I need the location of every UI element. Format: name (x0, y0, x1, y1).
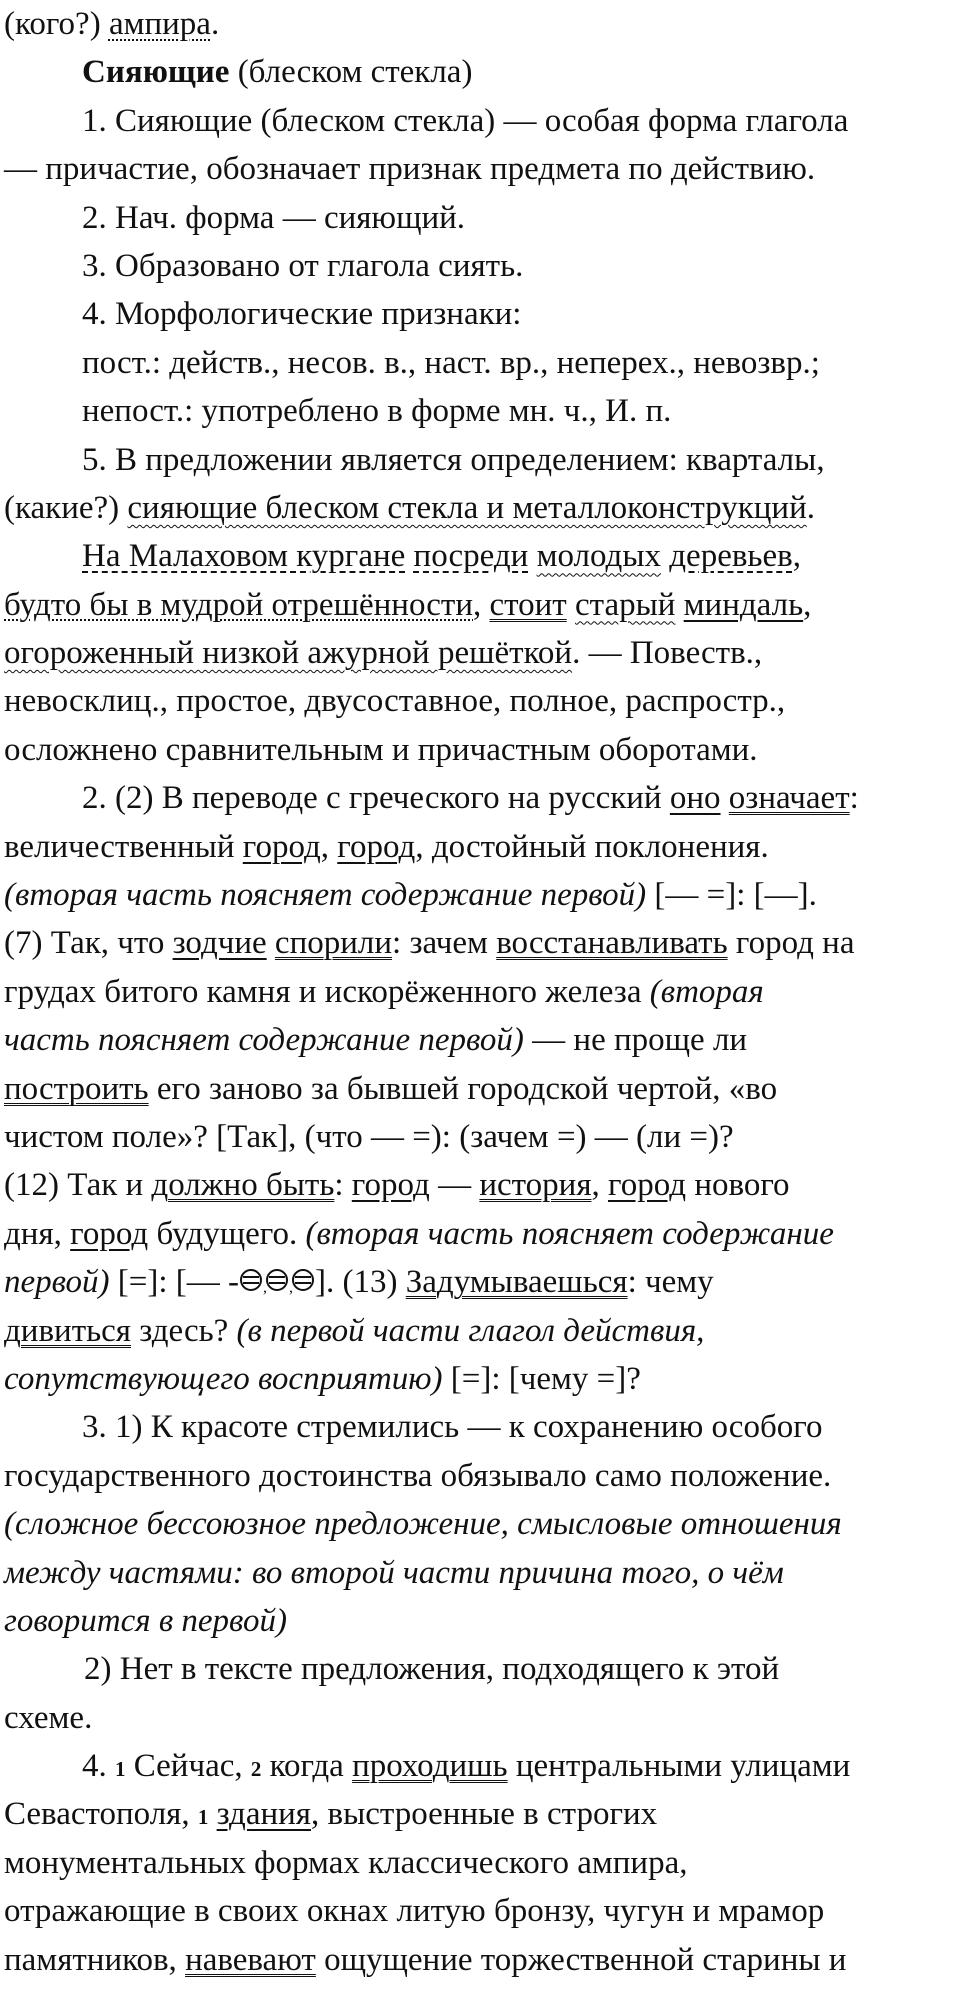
task4-line: отражающие в своих окнах литую бронзу, чугун и мрамор (4, 1893, 825, 1930)
task2-line: 2. (2) В переводе с греческого на русский оно означает: (82, 780, 859, 817)
adverbial: На Малаховом кургане (82, 538, 406, 575)
attribute: старый (574, 586, 676, 623)
text: . (806, 489, 815, 526)
attribute-phrase: сияющие блеском стекла и металлоконструкций (127, 489, 807, 526)
object: деревьев (669, 538, 793, 575)
task3-note: между частями: во второй части причина того, о чём (4, 1554, 784, 1591)
subject: город (351, 1167, 430, 1204)
clause-number: 2 (250, 1757, 262, 1782)
task3-note: говорится в первой) (4, 1602, 287, 1639)
subject: город (337, 828, 416, 865)
scheme-symbols-icon (239, 1261, 315, 1309)
task3-line: 2) Нет в тексте предложения, подходящего к этой (84, 1651, 780, 1688)
task2-line (4, 1355, 948, 1403)
task2-line: построить его заново за бывшей городской чертой, «во (4, 1070, 778, 1107)
analysis-line: 3. Образовано от глагола сиять. (82, 247, 524, 284)
task2-line: (12) Так и должно быть: город — история, город нового (4, 1167, 790, 1204)
comparative-phrase: будто бы в мудрой отрешённости (4, 586, 473, 623)
sentence-line (4, 629, 948, 677)
text: (какие?) (4, 489, 128, 526)
underlined-word: ампира (108, 6, 211, 42)
adverbial: посреди (413, 538, 529, 575)
analysis-line: 5. В предложении является определением: кварталы, (82, 441, 825, 478)
sentence-line: осложнено сравнительным и причастным оборотами. (4, 731, 758, 768)
clause-number: 1 (115, 1757, 126, 1782)
note: (в первой части глагол действия, (236, 1312, 705, 1349)
svg-text:,: , (289, 1279, 294, 1296)
task3-line: 3. 1) К красоте стремились — к сохранению особого (82, 1409, 823, 1446)
predicate: должно быть (151, 1167, 335, 1204)
analysis-line: — причастие, обозначает признак предмета по действию. (4, 151, 816, 188)
task2-line: величественный город, город, достойный поклонения. (4, 828, 769, 865)
subject: здания (216, 1796, 311, 1833)
note: сопутствующего восприятию) (4, 1360, 443, 1397)
analysis-line: 2. Нач. форма — сияющий. (82, 199, 466, 236)
text: . (210, 6, 220, 42)
task2-line: часть поясняет содержание первой) — не проще ли (4, 1022, 748, 1059)
svg-text:,: , (263, 1279, 268, 1296)
predicate: навевают (185, 1941, 316, 1978)
predicate: построить (4, 1070, 149, 1107)
note: первой) (4, 1264, 110, 1301)
note: (вторая часть поясняет содержание первой) (4, 877, 647, 914)
predicate: Задумываешься (405, 1264, 628, 1301)
text-line (4, 0, 948, 48)
task4-line: памятников, навевают ощущение торжественной старины и (4, 1941, 847, 1978)
text: . — Повеств., (572, 635, 763, 672)
predicate: означает (728, 780, 850, 817)
clause-number: 1 (197, 1805, 209, 1830)
task3-line: схеме. (4, 1699, 93, 1736)
task2-line: грудах битого камня и искорёженного железа (вторая (4, 973, 764, 1010)
analysis-line (4, 484, 948, 532)
task4-line: 4. 1 Сейчас, 2 когда проходишь центральными улицами (82, 1748, 851, 1785)
task2-line: чистом поле»? [Так], (что — =): (зачем =) — (ли =)? (4, 1118, 734, 1155)
analysis-line: непост.: употреблено в форме мн. ч., И. п. (82, 393, 672, 430)
word-heading (4, 48, 948, 96)
note: (вторая (649, 973, 764, 1010)
analysis-line: пост.: действ., несов. в., наст. вр., неперех., невозвр.; (82, 344, 820, 381)
predicate: спорили (274, 925, 393, 962)
participial-phrase: огороженный низкой ажурной решёткой (4, 635, 573, 672)
task4-line: Севастополя, 1 здания, выстроенные в строгих (4, 1796, 658, 1833)
sentence-line: На Малаховом кургане посреди молодых деревьев, (82, 538, 801, 575)
subject: город (242, 828, 321, 865)
task2-line: дня, город будущего. (вторая часть поясняет содержание (4, 1215, 834, 1252)
sentence-line: будто бы в мудрой отрешённости, стоит старый миндаль, (4, 586, 812, 623)
task3-line: государственного достоинства обязывало само положение. (4, 1457, 832, 1494)
subject: город (70, 1215, 149, 1252)
task3-note: (сложное бессоюзное предложение, смысловые отношения (4, 1506, 842, 1543)
predicate: дивиться (4, 1312, 131, 1349)
subject: оно (669, 780, 721, 817)
scheme: [— =]: [—]. (646, 877, 817, 914)
subject: миндаль (683, 586, 804, 623)
predicate: история (479, 1167, 592, 1204)
sentence-line: невосклиц., простое, двусоставное, полное, распростр., (4, 683, 786, 720)
task4-line: монументальных формах классического ампира, (4, 1844, 688, 1881)
task2-line: (7) Так, что зодчие спорили: зачем восстанавливать город на (4, 925, 855, 962)
analysis-line: 1. Сияющие (блеском стекла) — особая форма глагола (82, 102, 849, 139)
subject: город (608, 1167, 687, 1204)
predicate: восстанавливать (496, 925, 728, 962)
scheme: [=]: [чему =]? (442, 1360, 641, 1397)
task2-line (4, 871, 948, 919)
predicate: проходишь (352, 1748, 508, 1785)
task2-line: первой) [=]: [— - , , ]. (13) Задумываешься: чему (4, 1258, 948, 1306)
note: часть поясняет содержание первой) (4, 1022, 524, 1059)
subject: зодчие (172, 925, 267, 962)
predicate: стоит (489, 586, 567, 623)
note: (вторая часть поясняет содержание (305, 1215, 834, 1252)
text: (кого?) (4, 6, 109, 42)
word-title: Сияющие (82, 54, 230, 91)
analysis-line: 4. Морфологические признаки: (82, 296, 522, 333)
attribute: молодых (536, 538, 662, 575)
scheme: [=]: [— - (109, 1264, 240, 1301)
task2-line: дивиться здесь? (в первой части глагол действия, (4, 1312, 705, 1349)
text: (блеском стекла) (229, 54, 473, 91)
